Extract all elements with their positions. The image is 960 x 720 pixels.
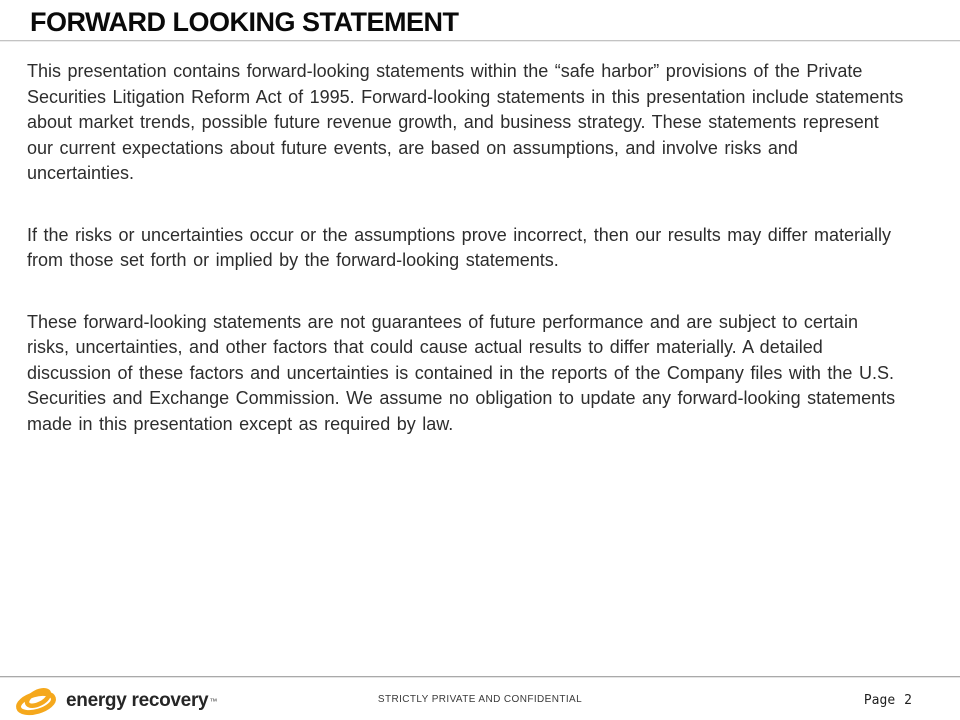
slide-body (0, 42, 960, 437)
page-indicator (864, 693, 912, 708)
page-label: Page (863, 693, 896, 708)
forward-looking-paragraph-1: This presentation contains forward-looking statements within the “safe harbor” provisions of the Private Securities Litigation Reform Act of 1995. Forward-looking statements in this presentation include statements about market trends, possible future revenue growth, and business strategy. These statements represent our current expectations about future events, are based on assumptions, and involve risks and uncertainties. (27, 61, 904, 183)
slide-header (0, 0, 960, 39)
forward-looking-paragraph-3: These forward-looking statements are not guarantees of future performance and are subject to certain risks, uncertainties, and other factors that could cause actual results to differ materially. A detailed discussion of these factors and uncertainties is contained in the reports of the Company files with the U.S. Securities and Exchange Commission. We assume no obligation to update any forward-looking statements made in this presentation except as required by law. (27, 311, 896, 434)
forward-looking-paragraph-2: If the risks or uncertainties occur or the assumptions prove incorrect, then our results may differ materially from those set forth or implied by the forward-looking statements. (27, 224, 892, 270)
confidentiality-notice: STRICTLY PRIVATE AND CONFIDENTIAL (377, 694, 583, 705)
page-number: 2 (904, 693, 912, 708)
slide-title: FORWARD LOOKING STATEMENT (30, 7, 459, 37)
energy-recovery-logo-text: energy recovery (66, 690, 209, 711)
trademark-symbol: ™ (209, 696, 218, 706)
footer-divider (0, 676, 960, 678)
slide-footer (0, 676, 960, 720)
